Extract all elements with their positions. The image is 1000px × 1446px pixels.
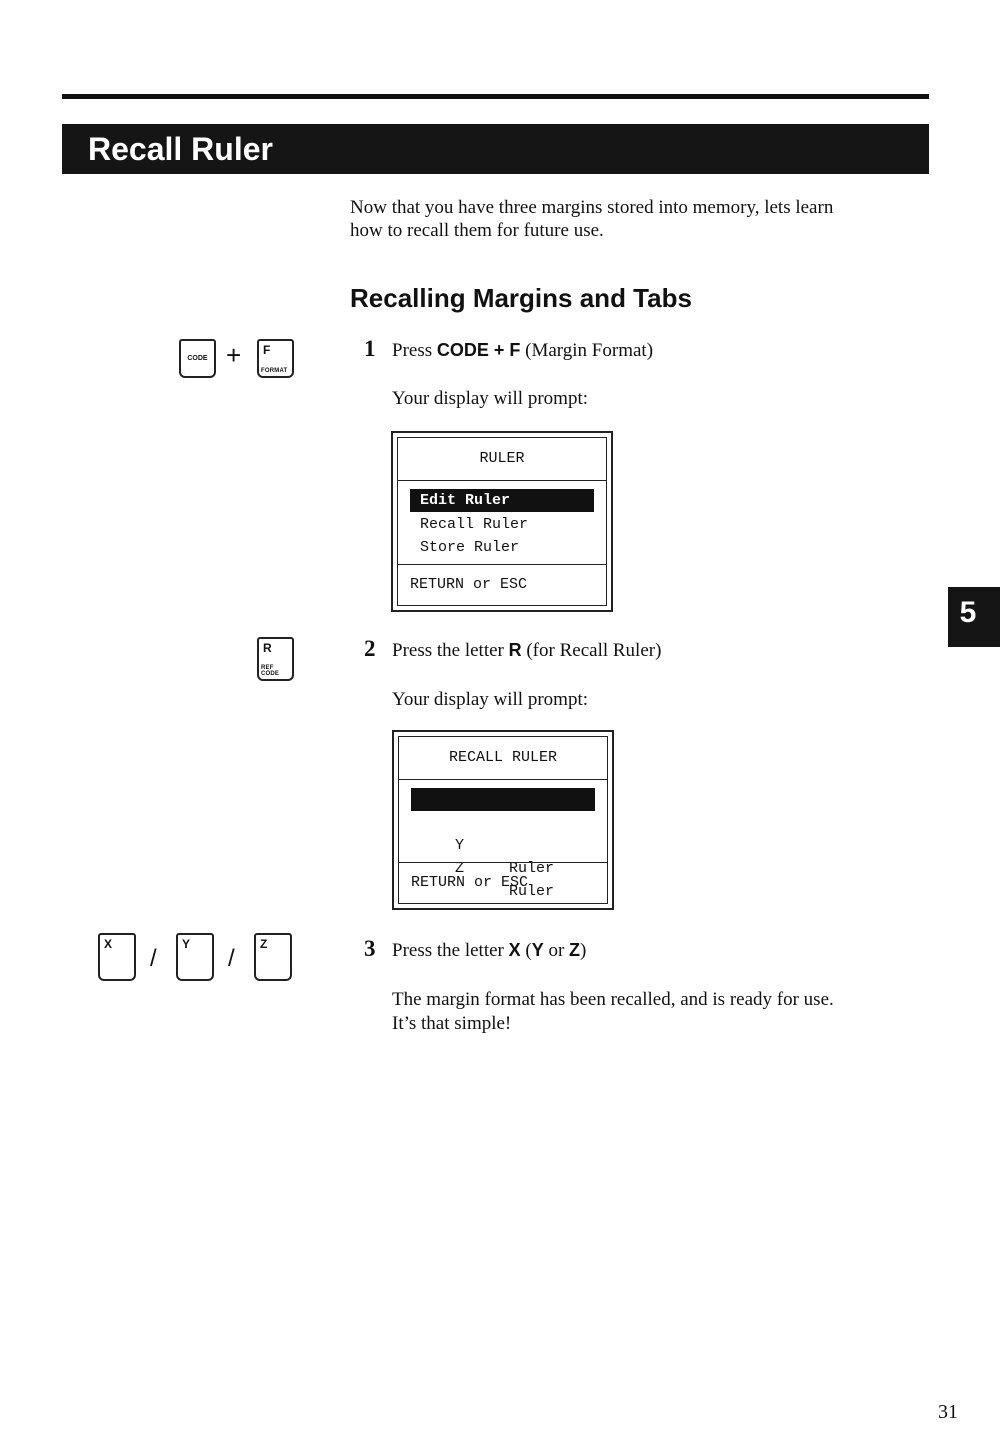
step-2-prompt-text: Your display will prompt: xyxy=(392,689,589,710)
x-key-icon xyxy=(98,933,136,981)
step-2-prefix: Press the letter xyxy=(392,640,509,661)
z-key-icon xyxy=(254,933,292,981)
intro-line-2: how to recall them for future use. xyxy=(350,220,604,241)
step-3-key-z: Z xyxy=(569,940,581,960)
intro-paragraph xyxy=(350,196,930,242)
step-3-result-line-2: It’s that simple! xyxy=(392,1013,512,1034)
recall-ruler-display-title: RECALL RULER xyxy=(399,737,607,780)
step-1-text xyxy=(392,340,653,362)
ruler-display-title: RULER xyxy=(398,438,606,481)
x-key-label: X xyxy=(104,937,113,951)
chapter-tab-number: 5 xyxy=(959,596,977,629)
step-2-text xyxy=(392,640,661,662)
code-key-icon xyxy=(179,339,216,378)
step-3-mid-1: ( xyxy=(520,940,532,961)
step-2-key: R xyxy=(508,640,522,660)
recall-ruler-display-inner xyxy=(398,736,608,904)
step-3-key-x: X xyxy=(508,940,521,960)
ruler-display-footer: RETURN or ESC xyxy=(398,564,606,605)
recall-option-label: Ruler xyxy=(509,883,555,900)
step-1-suffix: (Margin Format) xyxy=(520,340,654,361)
recall-option-key: Z xyxy=(455,860,465,877)
recall-option-key: Y xyxy=(455,837,465,854)
step-3-result-paragraph xyxy=(392,988,928,1036)
ruler-option: Store Ruler xyxy=(420,539,520,556)
step-3-prefix: Press the letter xyxy=(392,940,509,961)
step-3-text xyxy=(392,940,586,962)
section-heading: Recalling Margins and Tabs xyxy=(350,283,692,313)
ruler-display-inner xyxy=(397,437,607,606)
ruler-display-screen xyxy=(391,431,613,612)
recall-option-label: Ruler xyxy=(509,860,555,877)
slash-separator: / xyxy=(228,945,235,972)
ruler-option-selected: Edit Ruler xyxy=(410,489,594,512)
r-key-icon xyxy=(257,637,294,681)
step-3-number: 3 xyxy=(364,936,376,961)
slash-separator: / xyxy=(150,945,157,972)
r-key-sublabel: REF CODE xyxy=(261,665,280,677)
f-key-icon xyxy=(257,339,294,378)
code-key-label: CODE xyxy=(187,355,208,362)
recall-option-label: Ruler xyxy=(509,837,555,854)
recall-ruler-display-footer: RETURN or ESC xyxy=(399,862,607,903)
page-title: Recall Ruler xyxy=(88,131,273,167)
step-3-mid-2: or xyxy=(543,940,570,961)
step-1-prefix: Press xyxy=(392,340,437,361)
intro-line-1: Now that you have three margins stored into memory, lets learn xyxy=(350,197,834,218)
recall-ruler-option xyxy=(411,811,595,877)
page-number: 31 xyxy=(938,1401,958,1423)
top-rule xyxy=(62,94,929,99)
recall-option-key: X xyxy=(455,814,465,831)
r-key-label: R xyxy=(263,641,272,655)
ruler-option: Recall Ruler xyxy=(420,516,529,533)
f-key-label: F xyxy=(263,343,271,357)
z-key-label: Z xyxy=(260,937,268,951)
f-key-sublabel: FORMAT xyxy=(261,368,288,374)
step-2-number: 2 xyxy=(364,636,376,661)
y-key-label: Y xyxy=(182,937,191,951)
step-3-result-line-1: The margin format has been recalled, and is ready for use. xyxy=(392,989,834,1010)
step-1-key: CODE + F xyxy=(436,340,521,360)
step-3-suffix: ) xyxy=(580,940,587,961)
recall-ruler-display-screen xyxy=(392,730,614,910)
y-key-icon xyxy=(176,933,214,981)
step-2-suffix: (for Recall Ruler) xyxy=(521,640,662,661)
plus-sign: + xyxy=(226,340,242,370)
step-3-key-y: Y xyxy=(531,940,544,960)
step-1-prompt-text: Your display will prompt: xyxy=(392,388,589,409)
step-1-number: 1 xyxy=(364,336,376,361)
recall-ruler-option-selected xyxy=(411,788,595,854)
